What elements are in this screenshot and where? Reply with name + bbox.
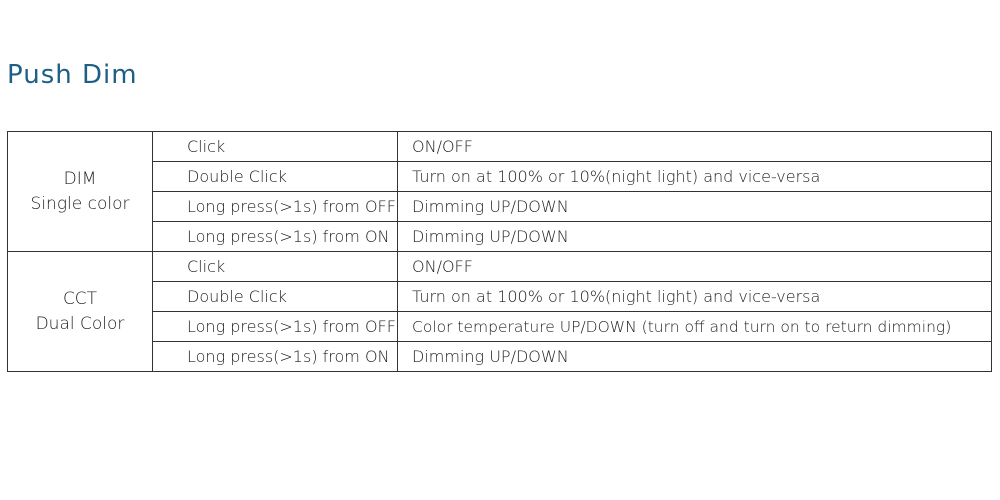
- action-cell: Double Click: [153, 282, 398, 312]
- result-cell: Color temperature UP/DOWN (turn off and turn on to return dimming): [398, 312, 992, 342]
- result-cell: Dimming UP/DOWN: [398, 222, 992, 252]
- table-row: [8, 342, 992, 372]
- table-row: [8, 312, 992, 342]
- action-cell: Long press(>1s) from ON: [153, 222, 398, 252]
- table-row: [8, 162, 992, 192]
- result-cell: Turn on at 100% or 10%(night light) and vice-versa: [398, 162, 992, 192]
- group-name-line2: Single color: [30, 193, 130, 214]
- action-cell: Click: [153, 132, 398, 162]
- result-cell: Turn on at 100% or 10%(night light) and vice-versa: [398, 282, 992, 312]
- action-cell: Double Click: [153, 162, 398, 192]
- action-cell: Long press(>1s) from OFF: [153, 312, 398, 342]
- result-cell: ON/OFF: [398, 252, 992, 282]
- result-cell: ON/OFF: [398, 132, 992, 162]
- action-cell: Long press(>1s) from ON: [153, 342, 398, 372]
- page-title: Push Dim: [7, 60, 138, 90]
- action-cell: Click: [153, 252, 398, 282]
- group-label-dim: [8, 132, 153, 252]
- group-name-line1: CCT: [62, 288, 98, 309]
- group-name-line1: DIM: [63, 168, 97, 189]
- group-label-cct: [8, 252, 153, 372]
- table-row: [8, 192, 992, 222]
- result-cell: Dimming UP/DOWN: [398, 342, 992, 372]
- table-row: [8, 132, 992, 162]
- table-row: [8, 282, 992, 312]
- action-cell: Long press(>1s) from OFF: [153, 192, 398, 222]
- table-row: [8, 252, 992, 282]
- table-row: [8, 222, 992, 252]
- group-name-line2: Dual Color: [35, 313, 125, 334]
- push-dim-table: [7, 131, 992, 372]
- result-cell: Dimming UP/DOWN: [398, 192, 992, 222]
